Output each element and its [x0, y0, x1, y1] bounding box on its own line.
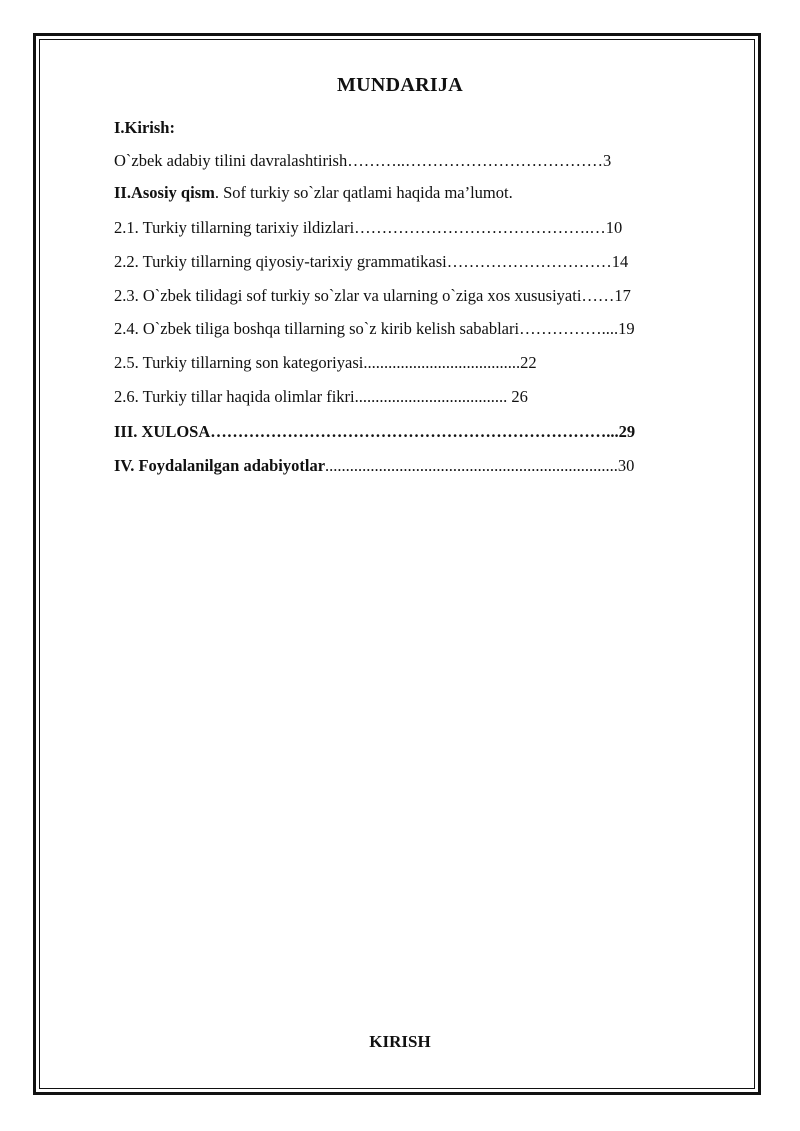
toc-references-bold: IV. Foydalanilgan adabiyotlar [114, 456, 326, 475]
toc-main-heading-rest: . Sof turkiy so`zlar qatlami haqida ma’lumot. [214, 183, 513, 202]
toc-item-2-5: 2.5. Turkiy tillarning son kategoriyasi......................................22 [114, 353, 537, 372]
toc-references [114, 456, 634, 476]
toc-references-rest: .......................................................................30 [325, 456, 635, 475]
toc-item-2-6: 2.6. Turkiy tillar haqida olimlar fikri..................................... 26 [114, 387, 528, 406]
toc-item-2-4: 2.4. O`zbek tiliga boshqa tillarning so`z kirib kelish sabablari……………....19 [114, 319, 635, 338]
toc-item-2-1: 2.1. Turkiy tillarning tarixiy ildizlari…………………………………….…10 [114, 218, 623, 237]
next-section-heading: KIRISH [369, 1032, 431, 1051]
toc-conclusion: III. XULOSA………………………………………………………………...29 [114, 422, 636, 441]
document-title: MUNDARIJA [336, 74, 464, 96]
toc-main-heading [114, 183, 513, 203]
toc-item-2-3: 2.3. O`zbek tilidagi sof turkiy so`zlar va ularning o`ziga xos xususiyati……17 [114, 286, 631, 305]
toc-intro-item: O`zbek adabiy tilini davralashtirish………..………………………………3 [114, 151, 612, 170]
toc-item-2-2: 2.2. Turkiy tillarning qiyosiy-tarixiy grammatikasi…………………………14 [114, 252, 629, 271]
toc-intro-heading: I.Kirish: [114, 118, 175, 137]
toc-main-heading-bold: II.Asosiy qism [114, 183, 215, 202]
